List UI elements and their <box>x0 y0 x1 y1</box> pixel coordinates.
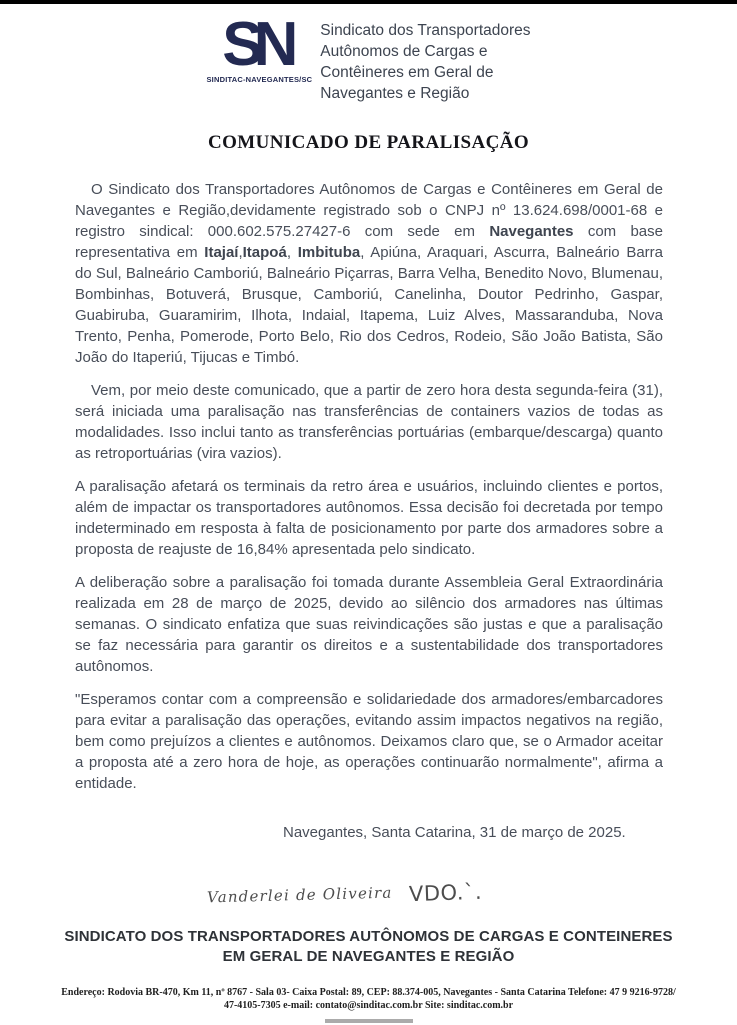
org-footer-line: EM GERAL DE NAVEGANTES E REGIÃO <box>222 948 515 965</box>
document-body <box>75 179 663 794</box>
paragraph: A paralisação afetará os terminais da retro área e usuários, incluindo clientes e portos, além de impactar os transportadores autônomos. Essa decisão foi decretada por tempo indeterminado em resposta à falta de posicionamento por parte dos armadores sobre a proposta de reajuste de 16,84% apresentada pelo sindicato. <box>75 478 663 558</box>
org-name-line: Sindicato dos Transportadores <box>320 22 531 39</box>
paragraph: Vem, por meio deste comunicado, que a partir de zero hora desta segunda-feira (31), será iniciada uma paralisação nas transferências de containers vazios de todas as modalidades. Isso inclui tanto as transferências portuárias (embarque/descarga) quanto as retroportuárias (vira vazios). <box>75 382 663 462</box>
dateline: Navegantes, Santa Catarina, 31 de março de 2025. <box>283 824 626 841</box>
paragraph: A deliberação sobre a paralisação foi tomada durante Assembleia Geral Extraordinária realizada em 28 de março de 2025, devido ao silêncio dos armadores nas últimas semanas. O sindicato enfatiza que suas reivindicações são justas e que a paralisação se faz necessária para garantir os direitos e a sustentabilidade dos transportadores autônomos. <box>75 574 663 675</box>
org-logo <box>206 10 313 85</box>
org-name-line: Contêineres em Geral de <box>320 64 494 81</box>
org-name-footer <box>0 927 737 967</box>
org-name-lines <box>320 16 530 104</box>
signature-initials: VDO.`. <box>408 879 483 907</box>
org-footer-line: SINDICATO DOS TRANSPORTADORES AUTÔNOMOS DE CARGAS E CONTEINERES <box>64 928 673 945</box>
logo-monogram: SN <box>222 10 289 79</box>
address-line: 47-4105-7305 e-mail: contato@sinditac.com.br Site: sinditac.com.br <box>223 1000 514 1011</box>
screenshot-top-bar <box>0 0 737 4</box>
paragraph: O Sindicato dos Transportadores Autônomos de Cargas e Contêineres em Geral de Navegantes e Região,devidamente registrado sob o CNPJ nº 13.624.698/0001-68 e registro sindical: 000.602.575.27427-6 com sede em Navegantes com base representativa em Itajaí,Itapoá, Imbituba, Apiúna, Araquari, Ascurra, Balneário Barra do Sul, Balneário Camboriú, Balneário Piçarras, Barra Velha, Benedito Novo, Blumenau, Bombinhas, Botuverá, Brusque, Camboriú, Canelinha, Doutor Pedrinho, Gaspar, Guabiruba, Guaramirim, Ilhota, Indaial, Itapema, Luiz Alves, Massaranduba, Nova Trento, Penha, Pomerode, Porto Belo, Rio dos Cedros, Rodeio, São João Batista, São João do Itaperiú, Tijucas e Timbó. <box>75 181 663 366</box>
document-title: COMUNICADO DE PARALISAÇÃO <box>207 132 530 153</box>
signature-name: Vanderlei de Oliveira <box>206 883 393 907</box>
signature-block <box>207 881 737 905</box>
address-line: Endereço: Rodovia BR-470, Km 11, nº 8767 - Sala 03- Caixa Postal: 89, CEP: 88.374-005, Navegantes - Santa Catarina Telefone: 47 9 9216-9728/ <box>61 987 676 998</box>
paragraph: "Esperamos contar com a compreensão e solidariedade dos armadores/embarcadores para evitar a paralisação das operações, evitando assim impactos negativos na região, bem como prejuízos a clientes e autônomos. Deixamos claro que, se o Armador aceitar a proposta até a zero hora de hoje, as operações continuarão normalmente", afirma a entidade. <box>75 691 663 792</box>
org-name-line: Navegantes e Região <box>320 85 470 102</box>
address-footer <box>0 986 737 1012</box>
home-indicator-bar <box>325 1019 413 1023</box>
logo-caption: SINDITAC-NAVEGANTES/SC <box>206 75 313 85</box>
org-name-line: Autônomos de Cargas e <box>320 43 488 60</box>
letterhead <box>0 0 737 104</box>
